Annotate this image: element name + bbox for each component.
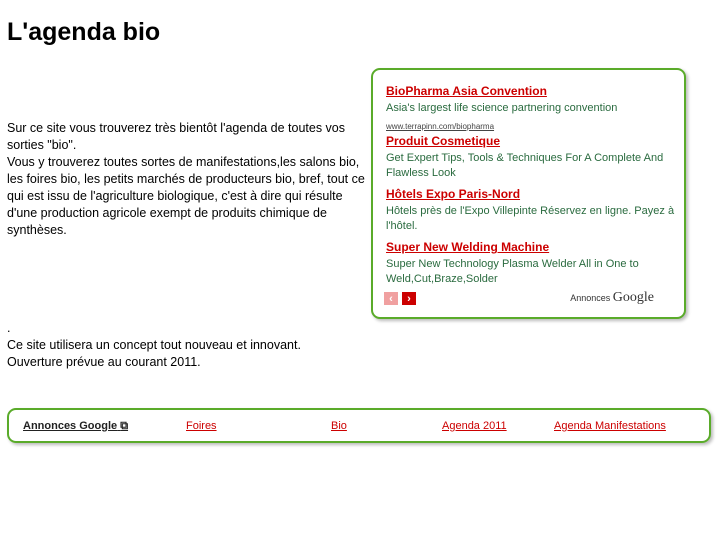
ad-title[interactable]: Produit Cosmetique (386, 134, 501, 148)
opening-line: Ouverture prévue au courant 2011. (7, 355, 201, 369)
intro-text (7, 120, 369, 239)
link-agenda-manifestations[interactable]: Agenda Manifestations (554, 420, 666, 432)
google-logo: Google (612, 290, 654, 305)
intro-paragraph: Vous y trouverez toutes sortes de manifestations,les salons bio, les foires bio, les petits marchés de producteurs bio, bref, tout ce qui est issu de l'agriculture biologique, c'est à dire qui résulte d'une production agricole exempt de produits chimique de synthèses. (7, 155, 365, 237)
ad-box (371, 68, 686, 319)
ad-nav (384, 292, 416, 305)
external-link-icon: ⧉ (120, 420, 129, 432)
link-agenda-2011[interactable]: Agenda 2011 (442, 420, 507, 432)
link-bio[interactable]: Bio (331, 420, 347, 432)
ad-item (386, 240, 676, 288)
ad-desc: Hôtels près de l'Expo Villepinte Réservez en ligne. Payez à l'hôtel. (386, 205, 675, 232)
annonces-google-link[interactable] (23, 420, 128, 433)
concept-line: Ce site utilisera un concept tout nouveau et innovant. (7, 338, 301, 352)
next-arrow-icon[interactable]: › (402, 292, 416, 305)
ad-item (386, 84, 676, 132)
link-unit (7, 408, 711, 443)
ads-by-google[interactable] (570, 290, 654, 306)
label: Annonces Google (23, 420, 118, 432)
dot-line: . (7, 321, 11, 335)
ad-title[interactable]: BioPharma Asia Convention (386, 84, 547, 98)
intro-paragraph: Sur ce site vous trouverez très bientôt l'agenda de toutes vos sorties "bio". (7, 121, 345, 152)
ad-title[interactable]: Hôtels Expo Paris-Nord (386, 187, 521, 201)
ad-desc: Get Expert Tips, Tools & Techniques For A Complete And Flawless Look (386, 152, 664, 179)
brand-prefix: Annonces (570, 293, 611, 303)
ad-item (386, 134, 676, 184)
link-foires[interactable]: Foires (186, 420, 217, 432)
ad-url[interactable]: www.terrapinn.com/biopharma (386, 122, 495, 131)
ad-item (386, 187, 676, 237)
prev-arrow-icon[interactable]: ‹ (384, 292, 398, 305)
ad-desc: Super New Technology Plasma Welder All in One to Weld,Cut,Braze,Solder (386, 258, 639, 285)
ad-title[interactable]: Super New Welding Machine (386, 240, 550, 254)
ad-desc: Asia's largest life science partnering convention (386, 102, 618, 114)
page-title: L'agenda bio (7, 18, 161, 46)
intro-text-2 (7, 320, 369, 371)
